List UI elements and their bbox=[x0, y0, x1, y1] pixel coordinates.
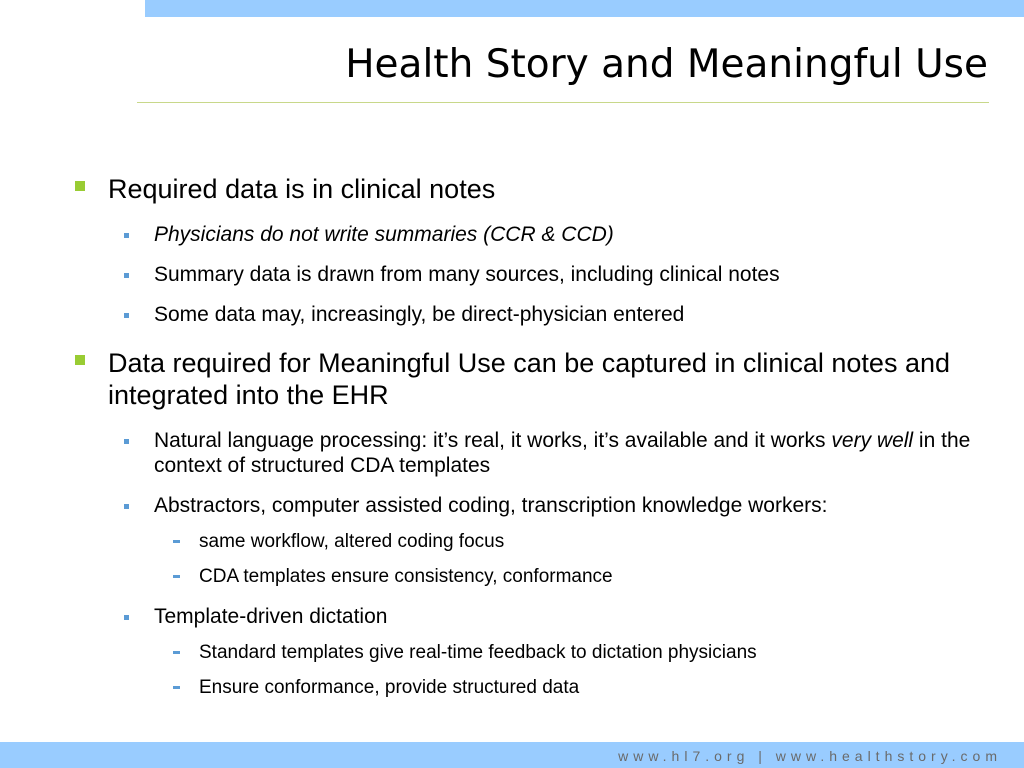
item-same-workflow: same workflow, altered coding focus bbox=[199, 531, 505, 552]
sub-bullet-nlp bbox=[154, 428, 1004, 478]
dash-bullet-icon bbox=[173, 686, 180, 689]
sub-bullet-physicians: Physicians do not write summaries (CCR & CCD) bbox=[154, 223, 614, 246]
top-accent-bar bbox=[145, 0, 1024, 17]
square-bullet-icon bbox=[75, 181, 85, 191]
square-bullet-icon bbox=[75, 355, 85, 365]
sub-bullet-template-dictation: Template-driven dictation bbox=[154, 605, 388, 628]
small-square-bullet-icon bbox=[124, 504, 129, 509]
nlp-text: Natural language processing: it’s real, it works, it’s available and it works bbox=[154, 429, 826, 452]
small-square-bullet-icon bbox=[124, 313, 129, 318]
item-cda-templates: CDA templates ensure consistency, conformance bbox=[199, 566, 613, 587]
dash-bullet-icon bbox=[173, 651, 180, 654]
dash-bullet-icon bbox=[173, 575, 180, 578]
bullet-meaningful-use: Data required for Meaningful Use can be captured in clinical notes and integrated into the EHR bbox=[108, 348, 950, 410]
footer-links: www.hl7.org | www.healthstory.com bbox=[618, 748, 1002, 764]
sub-bullet-direct-entry: Some data may, increasingly, be direct-physician entered bbox=[154, 303, 685, 326]
small-square-bullet-icon bbox=[124, 615, 129, 620]
sub-bullet-summary-data: Summary data is drawn from many sources, including clinical notes bbox=[154, 263, 780, 286]
dash-bullet-icon bbox=[173, 540, 180, 543]
slide-title: Health Story and Meaningful Use bbox=[345, 42, 988, 87]
title-divider bbox=[137, 102, 989, 103]
sub-bullet-abstractors: Abstractors, computer assisted coding, transcription knowledge workers: bbox=[154, 494, 828, 517]
item-standard-templates: Standard templates give real-time feedback to dictation physicians bbox=[199, 642, 757, 663]
small-square-bullet-icon bbox=[124, 439, 129, 444]
bullet-required-data: Required data is in clinical notes bbox=[108, 174, 496, 204]
small-square-bullet-icon bbox=[124, 273, 129, 278]
item-ensure-conformance: Ensure conformance, provide structured data bbox=[199, 677, 580, 698]
nlp-text-end: in the context of structured CDA templates bbox=[154, 429, 971, 477]
small-square-bullet-icon bbox=[124, 233, 129, 238]
nlp-emphasis: very well bbox=[831, 429, 914, 452]
